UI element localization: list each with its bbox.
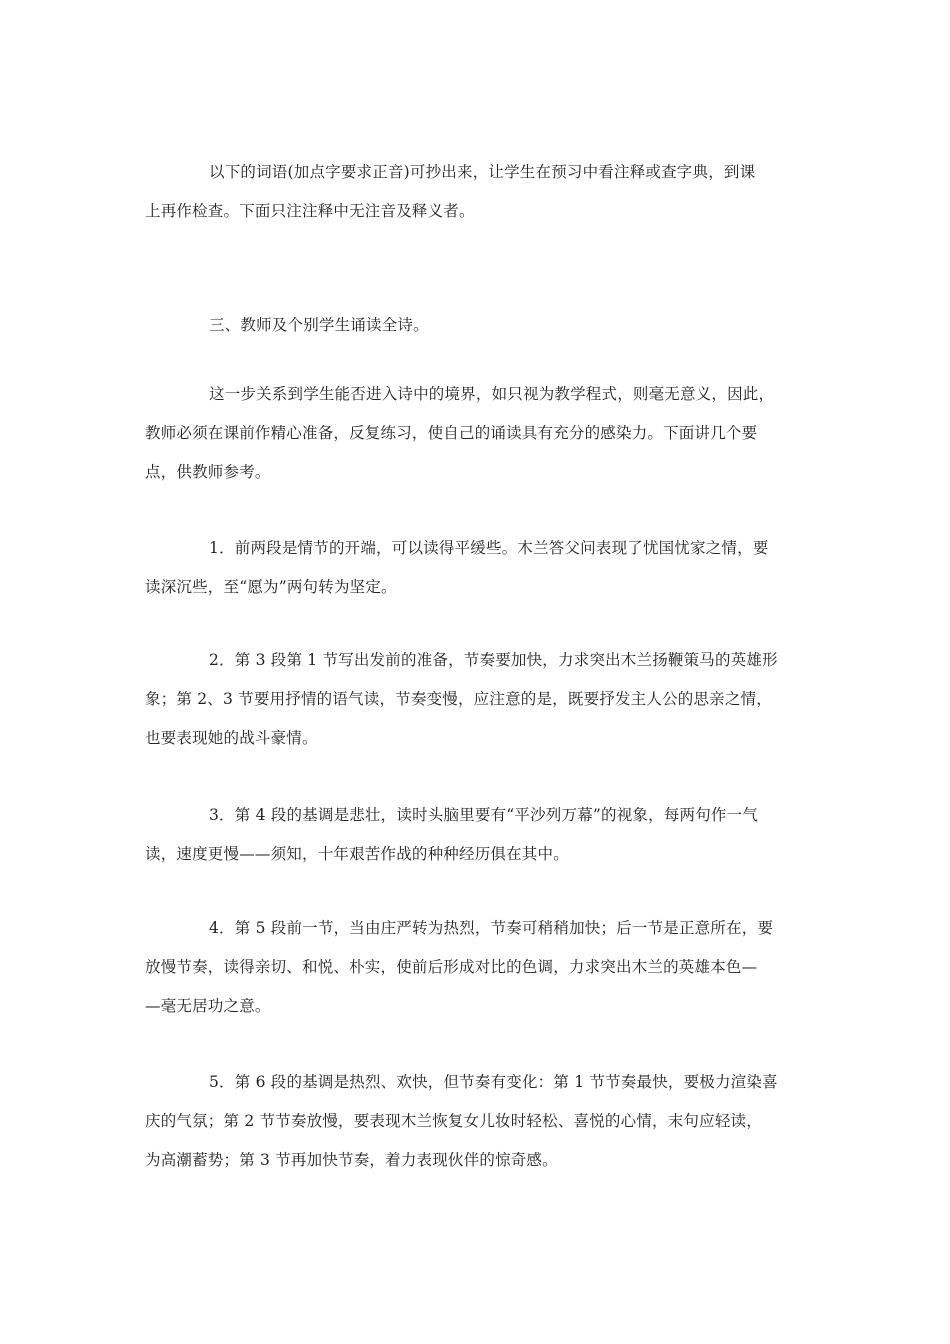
section-heading-3 bbox=[145, 306, 810, 345]
text-line: 以下的词语(加点字要求正音)可抄出来，让学生在预习中看注释或查字典，到课 bbox=[209, 163, 756, 181]
text-line: 这一步关系到学生能否进入诗中的境界，如只视为教学程式，则毫无意义，因此， bbox=[209, 385, 775, 403]
paragraph-point-3 bbox=[145, 796, 810, 874]
text-line: 三、教师及个别学生诵读全诗。 bbox=[209, 316, 429, 334]
paragraph-point-1 bbox=[145, 529, 810, 607]
text-line: 也要表现她的战斗豪情。 bbox=[145, 729, 318, 747]
text-line: 4．第 5 段前一节，当由庄严转为热烈，节奏可稍稍加快；后一节是正意所在，要 bbox=[209, 919, 774, 937]
text-line: 读，速度更慢——须知，十年艰苦作战的种种经历俱在其中。 bbox=[145, 845, 569, 863]
paragraph-point-2 bbox=[145, 641, 810, 758]
text-line: 3．第 4 段的基调是悲壮，读时头脑里要有“平沙列万幕”的视象，每两句作一气 bbox=[209, 806, 759, 824]
text-line: 教师必须在课前作精心准备，反复练习，使自己的诵读具有充分的感染力。下面讲几个要 bbox=[145, 424, 758, 442]
paragraph-point-4 bbox=[145, 909, 810, 1026]
paragraph-point-5 bbox=[145, 1063, 810, 1180]
text-line: 1．前两段是情节的开端，可以读得平缓些。木兰答父问表现了忧国忧家之情，要 bbox=[209, 539, 769, 557]
text-line: 庆的气氛；第 2 节节奏放慢，要表现木兰恢复女儿妆时轻松、喜悦的心情，末句应轻读， bbox=[145, 1112, 762, 1130]
text-line: 为高潮蓄势；第 3 节再加快节奏，着力表现伙伴的惊奇感。 bbox=[145, 1151, 558, 1169]
text-line: 放慢节奏，读得亲切、和悦、朴实，使前后形成对比的色调，力求突出木兰的英雄本色— bbox=[145, 958, 758, 976]
text-line: 上再作检查。下面只注注释中无注音及释义者。 bbox=[145, 202, 475, 220]
text-line: 象；第 2、3 节要用抒情的语气读，节奏变慢，应注意的是，既要抒发主人公的思亲之情， bbox=[145, 690, 772, 708]
paragraph-recitation-intro bbox=[145, 375, 810, 492]
paragraph-vocabulary-note bbox=[145, 153, 810, 231]
text-line: 读深沉些，至“愿为”两句转为坚定。 bbox=[145, 578, 397, 596]
text-line: 点，供教师参考。 bbox=[145, 463, 271, 481]
text-line: —毫无居功之意。 bbox=[145, 997, 271, 1015]
text-line: 5．第 6 段的基调是热烈、欢快，但节奏有变化：第 1 节节奏最快，要极力渲染喜 bbox=[209, 1073, 778, 1091]
text-line: 2．第 3 段第 1 节写出发前的准备，节奏要加快，力求突出木兰扬鞭策马的英雄形 bbox=[209, 651, 778, 669]
